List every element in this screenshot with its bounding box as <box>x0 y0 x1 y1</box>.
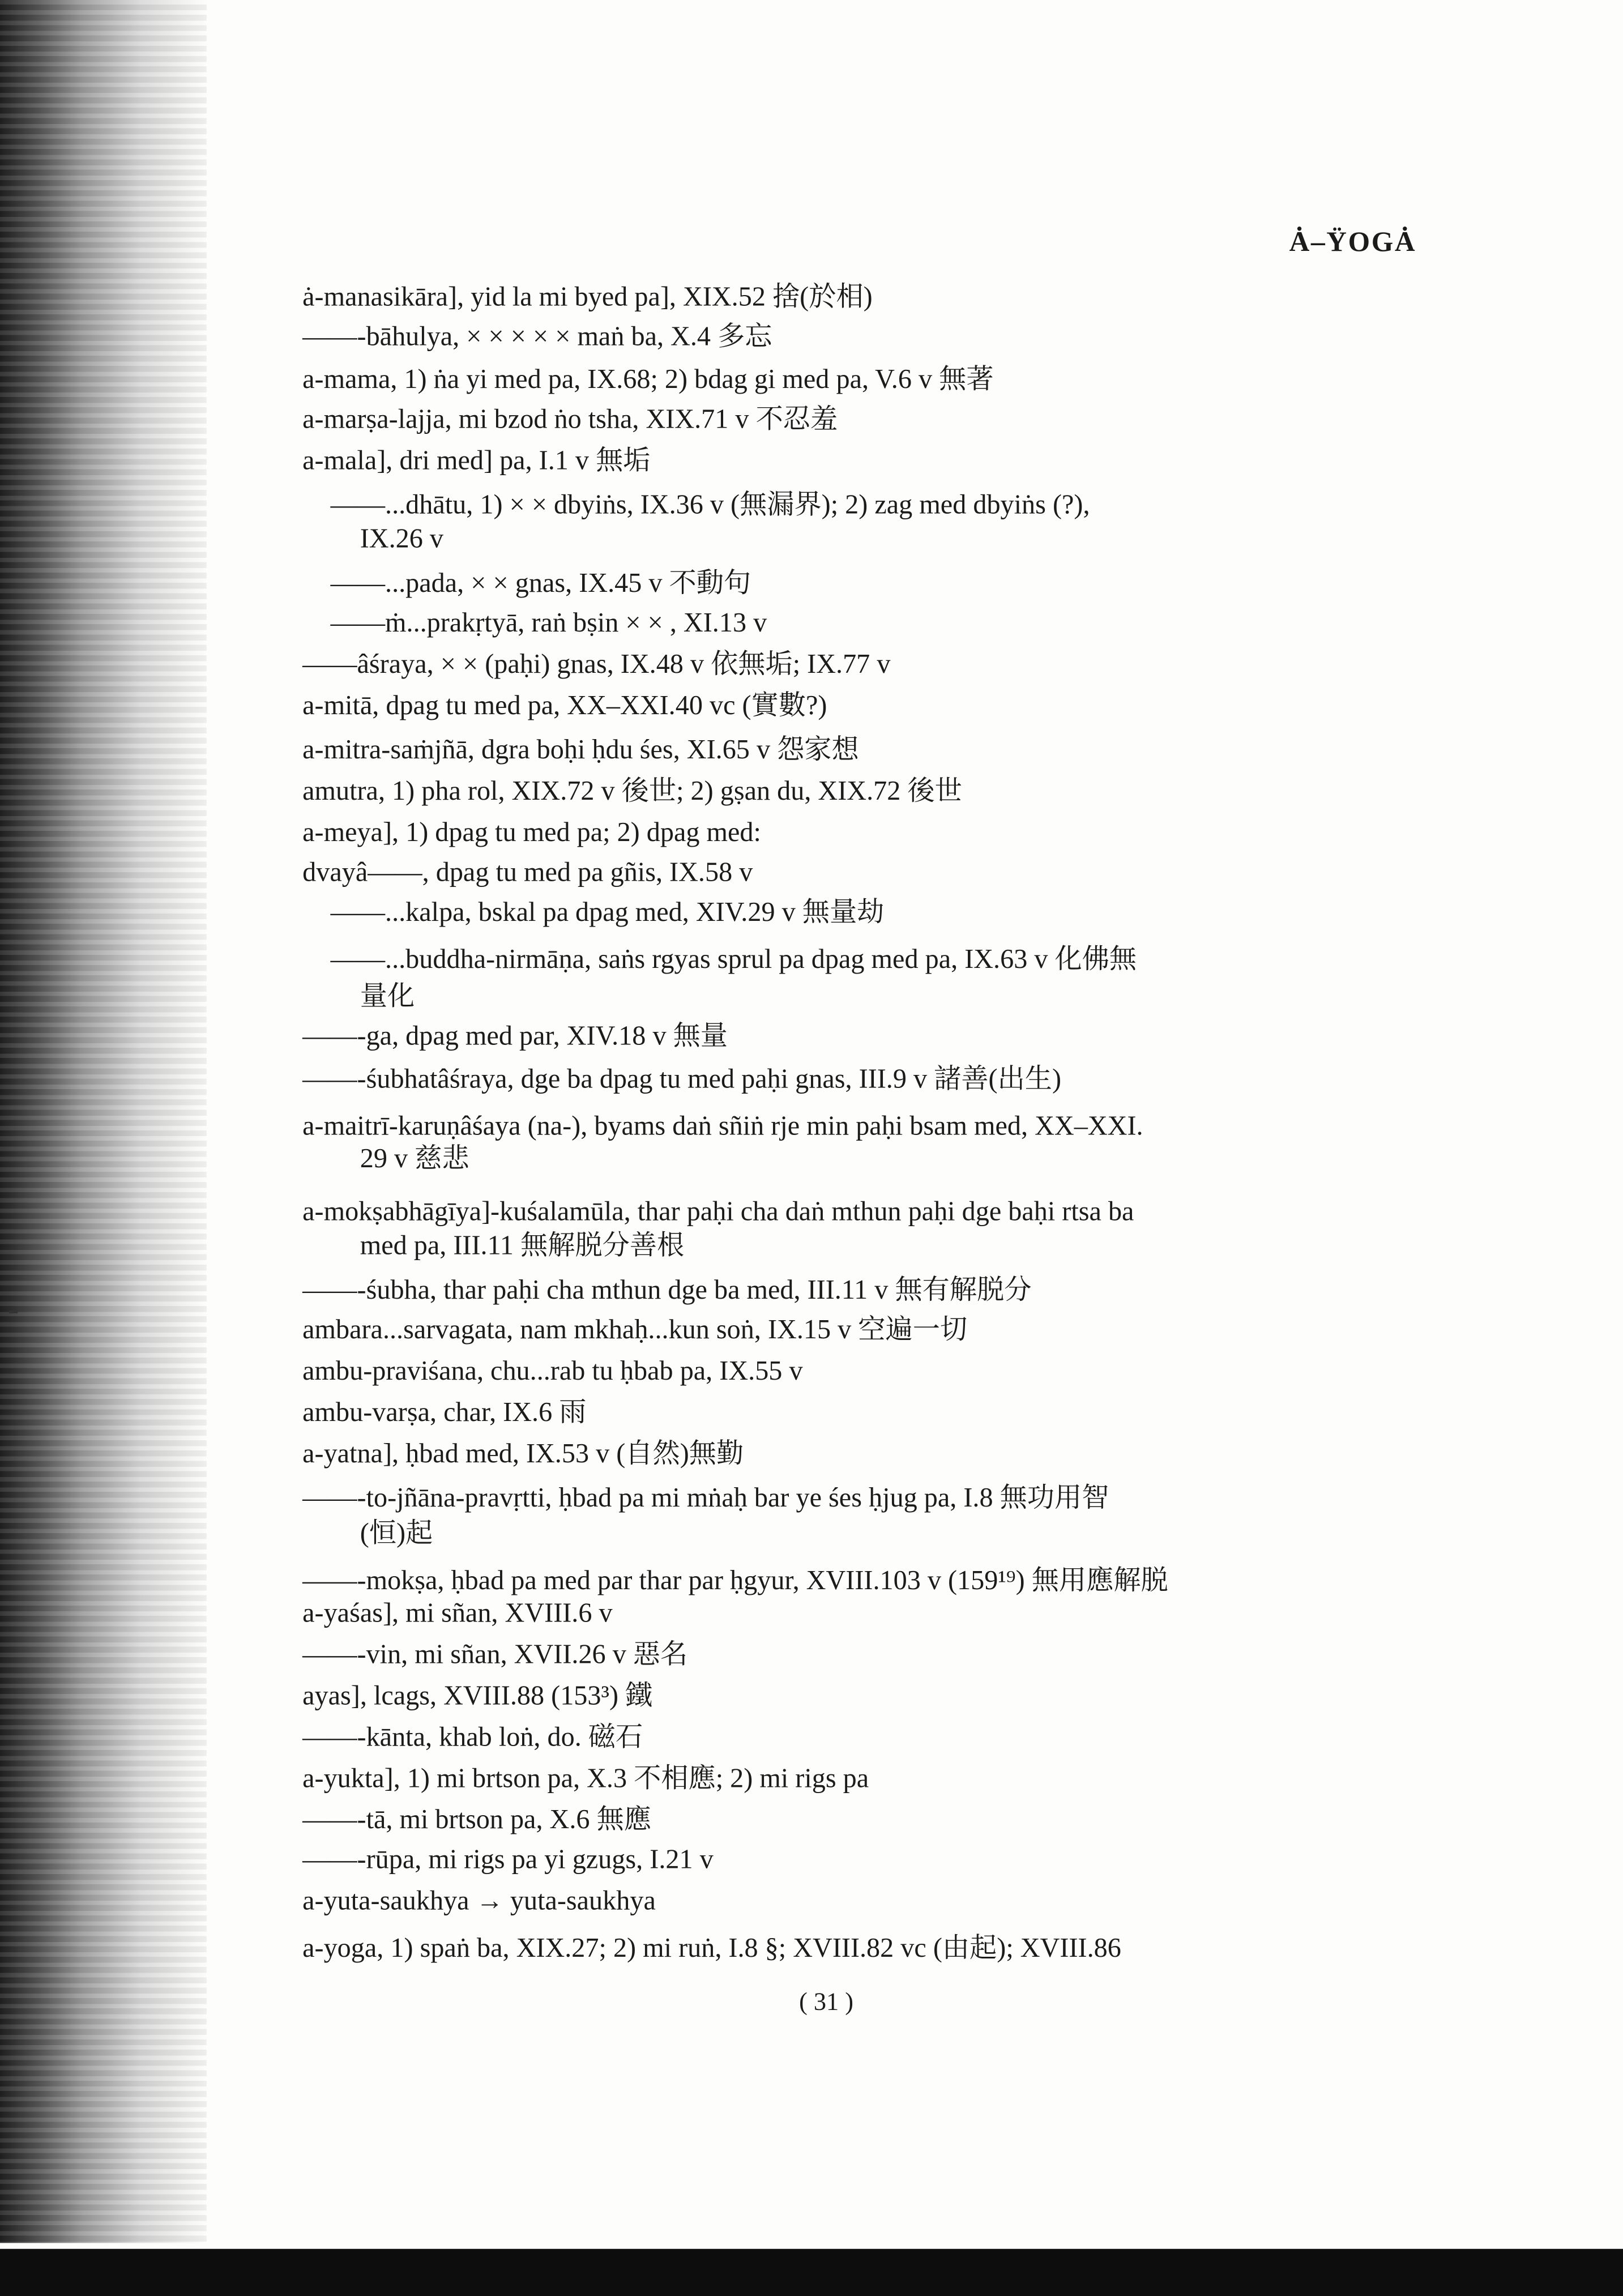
entry-line: ——...dhātu, 1) × × dbyiṅs, IX.36 v (無漏界); 2) zag med dbyiṅs (?), <box>330 491 1090 521</box>
entry-line: ——âśraya, × × (paḥi) gnas, IX.48 v 依無垢; IX.77 v <box>302 651 891 681</box>
entry-line: ——ṁ...prakṛtyā, raṅ bṣin × × , XI.13 v <box>330 609 767 639</box>
entry-line: 29 v 慈悲 <box>360 1145 469 1175</box>
entry-line: a-marṣa-lajja, mi bzod ṅo tsha, XIX.71 v 不忍羞 <box>302 406 838 436</box>
entry-line: dvayâ——, dpag tu med pa gñis, IX.58 v <box>302 859 753 889</box>
entry-line: ——-kānta, khab loṅ, do. 磁石 <box>302 1723 643 1753</box>
entry-line: amutra, 1) pha rol, XIX.72 v 後世; 2) gṣan du, XIX.72 後世 <box>302 778 962 808</box>
entry-line: IX.26 v <box>360 525 444 555</box>
entry-line: ——...pada, × × gnas, IX.45 v 不動句 <box>330 569 751 599</box>
entry-line: ambara...sarvagata, nam mkhaḥ...kun soṅ, IX.15 v 空遍一切 <box>302 1316 968 1346</box>
entry-line: ambu-praviśana, chu...rab tu ḥbab pa, IX.55 v <box>302 1358 803 1388</box>
entry-line: (恒)起 <box>360 1520 433 1550</box>
entry-line: ——-bāhulya, × × × × × maṅ ba, X.4 多忘 <box>302 323 772 353</box>
entry-line: ——-śubhatâśraya, dge ba dpag tu med paḥi gnas, III.9 v 諸善(出生) <box>302 1065 1062 1095</box>
entry-line: a-mama, 1) ṅa yi med pa, IX.68; 2) bdag gi med pa, V.6 v 無著 <box>302 366 994 396</box>
entry-line: ——...kalpa, bskal pa dpag med, XIV.29 v 無量劫 <box>330 898 885 928</box>
entry-line: ayas], lcags, XVIII.88 (153³) 鐵 <box>302 1682 653 1712</box>
entry-line: ——-ga, dpag med par, XIV.18 v 無量 <box>302 1022 728 1052</box>
entry-line: a-maitrī-karuṇâśaya (na-), byams daṅ sñiṅ rje min paḥi bsam med, XX–XXI. <box>302 1112 1143 1142</box>
entry-line: a-yukta], 1) mi brtson pa, X.3 不相應; 2) mi rigs pa <box>302 1765 869 1795</box>
entry-line: a-yuta-saukhya → yuta-saukhya <box>302 1887 656 1917</box>
entry-line: ——-vin, mi sñan, XVII.26 v 惡名 <box>302 1641 688 1671</box>
entry-line: ——-rūpa, mi rigs pa yi gzugs, I.21 v <box>302 1846 714 1876</box>
entry-line: a-mala], dri med] pa, I.1 v 無垢 <box>302 447 651 477</box>
entry-line: ——-tā, mi brtson pa, X.6 無應 <box>302 1806 652 1836</box>
entry-line: ambu-varṣa, char, IX.6 雨 <box>302 1399 587 1429</box>
entry-line: a-yoga, 1) spaṅ ba, XIX.27; 2) mi ruṅ, I.8 §; XVIII.82 vc (由起); XVIII.86 <box>302 1934 1121 1964</box>
scan-edge-bar <box>0 2249 1623 2296</box>
entry-line: med pa, III.11 無解脱分善根 <box>360 1232 685 1262</box>
entry-line: ——...buddha-nirmāṇa, saṅs rgyas sprul pa dpag med pa, IX.63 v 化佛無 <box>330 946 1137 976</box>
entry-line: a-yaśas], mi sñan, XVIII.6 v <box>302 1599 613 1629</box>
entry-line: ȧ-manasikāra], yid la mi byed pa], XIX.52 捨(於相) <box>302 283 873 313</box>
entry-line: a-meya], 1) dpag tu med pa; 2) dpag med: <box>302 819 761 849</box>
scan-noise <box>0 0 207 2243</box>
running-head: Ȧ–ŸOGȦ <box>1289 227 1417 258</box>
entry-line: ——-to-jñāna-pravṛtti, ḥbad pa mi mṅaḥ bar ye śes ḥjug pa, I.8 無功用智 <box>302 1484 1109 1514</box>
entry-line: a-mitā, dpag tu med pa, XX–XXI.40 vc (實數?) <box>302 692 827 722</box>
page-number: ( 31 ) <box>799 1987 854 2016</box>
entry-line: 量化 <box>360 983 415 1013</box>
entry-line: ——-śubha, thar paḥi cha mthun dge ba med, III.11 v 無有解脱分 <box>302 1276 1032 1306</box>
entry-line: a-mitra-saṁjñā, dgra boḥi ḥdu śes, XI.65 v 怨家想 <box>302 736 859 766</box>
entry-line: a-mokṣabhāgīya]-kuśalamūla, thar paḥi cha daṅ mthun paḥi dge baḥi rtsa ba <box>302 1198 1134 1228</box>
entry-line: ——-mokṣa, ḥbad pa med par thar par ḥgyur, XVIII.103 v (159¹⁹) 無用應解脱 <box>302 1567 1168 1597</box>
margin-mark <box>9 1311 18 1313</box>
entry-line: a-yatna], ḥbad med, IX.53 v (自然)無勤 <box>302 1440 744 1470</box>
